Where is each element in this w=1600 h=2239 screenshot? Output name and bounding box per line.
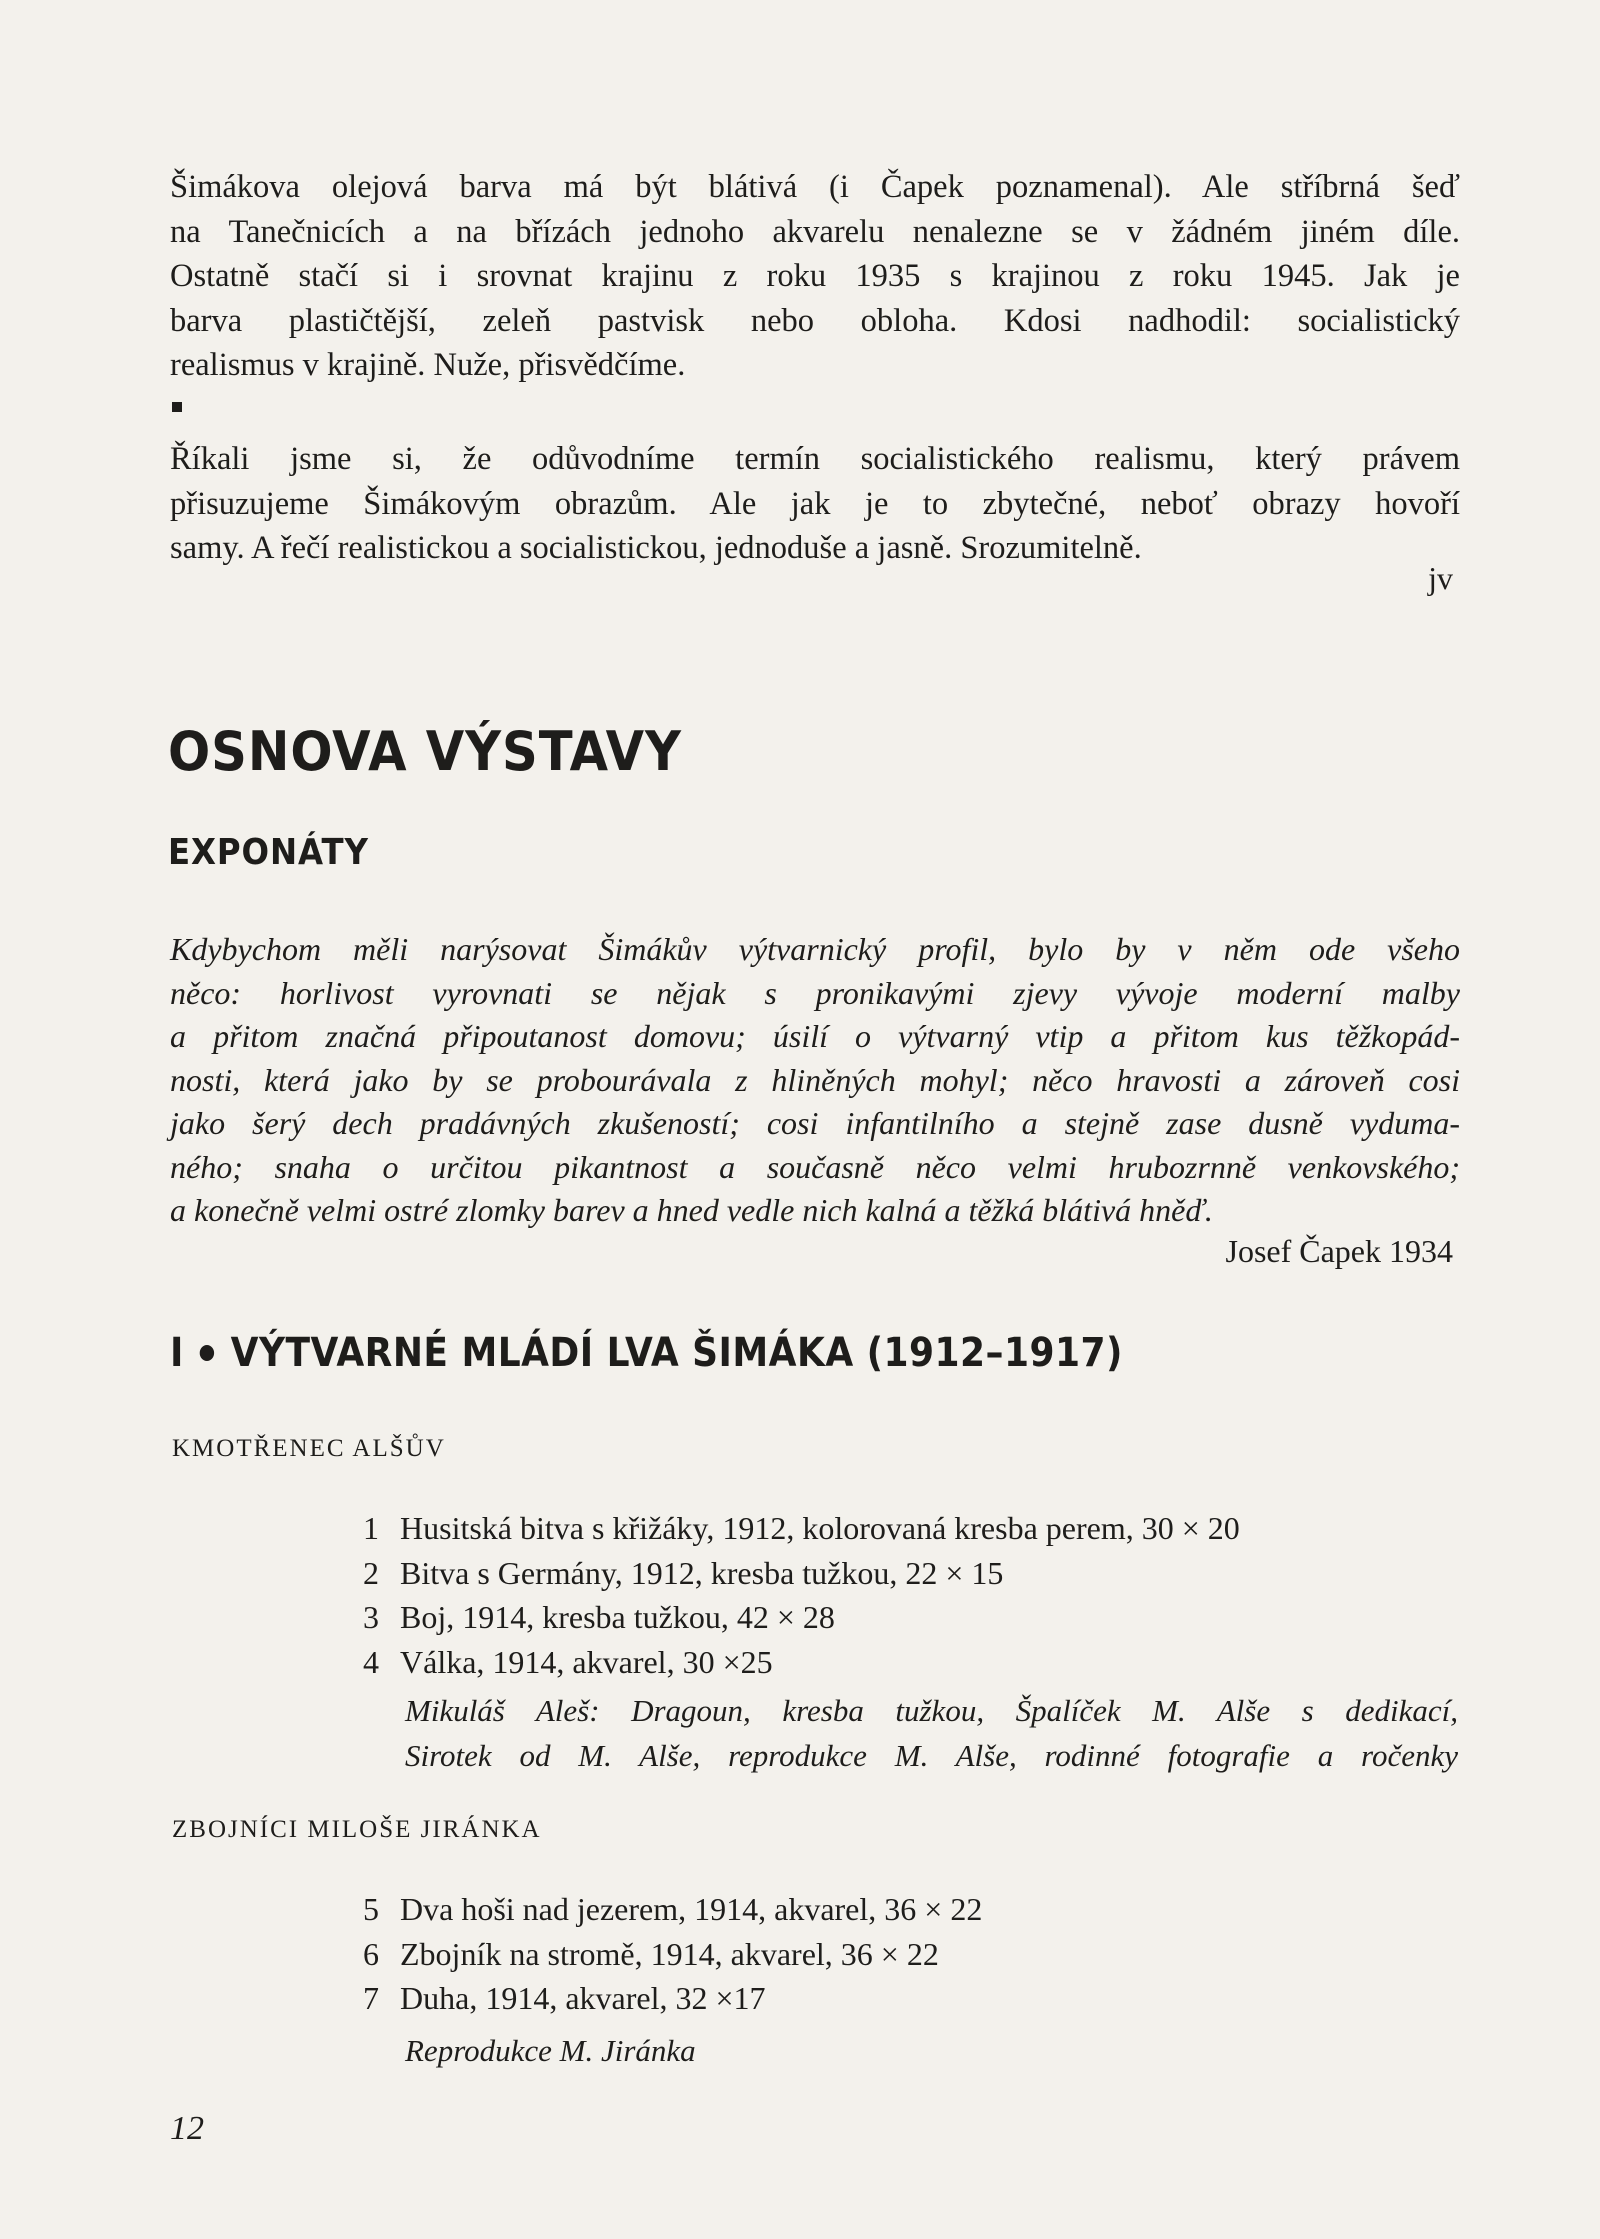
exhibit-list bbox=[363, 1506, 1240, 1684]
item-number: 5 bbox=[363, 1891, 379, 1927]
item-number: 1 bbox=[363, 1510, 379, 1546]
quote-line: a přitom značná připoutanost domovu; úsilí o výtvarný vtip a přitom kus těžkopád- bbox=[170, 1018, 1460, 1054]
section-heading bbox=[170, 1330, 1123, 1376]
note-line: Sirotek od M. Alše, reprodukce M. Alše, rodinné fotografie a ročenky bbox=[405, 1738, 1458, 1773]
section-title: VÝTVARNÉ MLÁDÍ LVA ŠIMÁKA (1912–1917) bbox=[230, 1330, 1123, 1376]
list-item bbox=[363, 1887, 982, 1932]
item-number: 3 bbox=[363, 1599, 379, 1635]
section-roman-numeral: I bbox=[170, 1330, 184, 1376]
list-item bbox=[363, 1640, 1240, 1685]
item-text: Dva hoši nad jezerem, 1914, akvarel, 36 × 22 bbox=[400, 1891, 983, 1927]
list-item bbox=[363, 1595, 1240, 1640]
list-item bbox=[363, 1976, 982, 2021]
text-line: na Tanečnicích a na břízách jednoho akvarelu nenalezne se v žádném jiném díle. bbox=[170, 213, 1460, 250]
quote-block bbox=[170, 928, 1460, 1233]
item-number: 7 bbox=[363, 1980, 379, 2016]
text-line: Říkali jsme si, že odůvodníme termín socialistického realismu, který právem bbox=[170, 441, 1460, 477]
note-line: Mikuláš Aleš: Dragoun, kresba tužkou, Špalíček M. Alše s dedikací, bbox=[405, 1693, 1458, 1728]
section-separator-square bbox=[172, 402, 182, 412]
quote-attribution: Josef Čapek 1934 bbox=[1225, 1233, 1453, 1269]
page-number: 12 bbox=[170, 2110, 204, 2147]
group-heading: ZBOJNÍCI MILOŠE JIRÁNKA bbox=[172, 1816, 542, 1843]
intro-paragraph bbox=[170, 165, 1460, 388]
group-note: Reprodukce M. Jiránka bbox=[405, 2033, 696, 2068]
quote-line: Kdybychom měli narýsovat Šimákův výtvarnický profil, bylo by v něm ode všeho bbox=[170, 931, 1460, 967]
item-number: 6 bbox=[363, 1935, 379, 1972]
quote-line: ného; snaha o určitou pikantnost a současně něco velmi hrubozrnně venkovského; bbox=[170, 1148, 1460, 1185]
list-item bbox=[363, 1551, 1240, 1596]
text-line: barva plastičtější, zeleň pastvisk nebo obloha. Kdosi nadhodil: socialistický bbox=[170, 302, 1460, 339]
group-note bbox=[405, 1688, 1458, 1778]
item-number: 2 bbox=[363, 1554, 379, 1591]
item-text: Bitva s Germány, 1912, kresba tužkou, 22 × 15 bbox=[400, 1554, 1004, 1591]
item-text: Duha, 1914, akvarel, 32 ×17 bbox=[400, 1980, 766, 2016]
item-number: 4 bbox=[363, 1643, 379, 1680]
bullet-icon bbox=[200, 1345, 214, 1361]
item-text: Zbojník na stromě, 1914, akvarel, 36 × 22 bbox=[400, 1935, 939, 1972]
text-line: Šimákova olejová barva má být blátivá (i Čapek poznamenal). Ale stříbrná šeď bbox=[170, 169, 1460, 205]
item-text: Husitská bitva s křižáky, 1912, kolorovaná kresba perem, 30 × 20 bbox=[400, 1510, 1240, 1546]
exhibit-list bbox=[363, 1887, 982, 2021]
author-initials: jv bbox=[1428, 560, 1453, 596]
text-line: Ostatně stačí si i srovnat krajinu z roku 1935 s krajinou z roku 1945. Jak je bbox=[170, 258, 1460, 294]
quote-line: jako šerý dech pradávných zkušeností; cosi infantilního a stejně zase dusně vyduma- bbox=[170, 1105, 1460, 1141]
list-item bbox=[363, 1932, 982, 1977]
item-text: Válka, 1914, akvarel, 30 ×25 bbox=[400, 1643, 773, 1680]
quote-line: něco: horlivost vyrovnati se nějak s pronikavými zjevy vývoje moderní malby bbox=[170, 974, 1460, 1011]
item-text: Boj, 1914, kresba tužkou, 42 × 28 bbox=[400, 1599, 835, 1635]
page-title: OSNOVA VÝSTAVY bbox=[168, 720, 682, 783]
quote-line: nosti, která jako by se probourávala z hliněných mohyl; něco hravosti a zároveň cosi bbox=[170, 1061, 1460, 1098]
group-heading: KMOTŘENEC ALŠŮV bbox=[172, 1435, 446, 1462]
text-line: realismus v krajině. Nuže, přisvědčíme. bbox=[170, 347, 686, 383]
quote-line: a konečně velmi ostré zlomky barev a hned vedle nich kalná a těžká blátivá hněď. bbox=[170, 1192, 1213, 1228]
list-item bbox=[363, 1506, 1240, 1551]
second-paragraph bbox=[170, 437, 1460, 571]
text-line: přisuzujeme Šimákovým obrazům. Ale jak je to zbytečné, neboť obrazy hovoří bbox=[170, 485, 1460, 522]
text-line: samy. A řečí realistickou a socialistickou, jednoduše a jasně. Srozumitelně. bbox=[170, 530, 1142, 566]
subheading: EXPONÁTY bbox=[168, 832, 369, 873]
